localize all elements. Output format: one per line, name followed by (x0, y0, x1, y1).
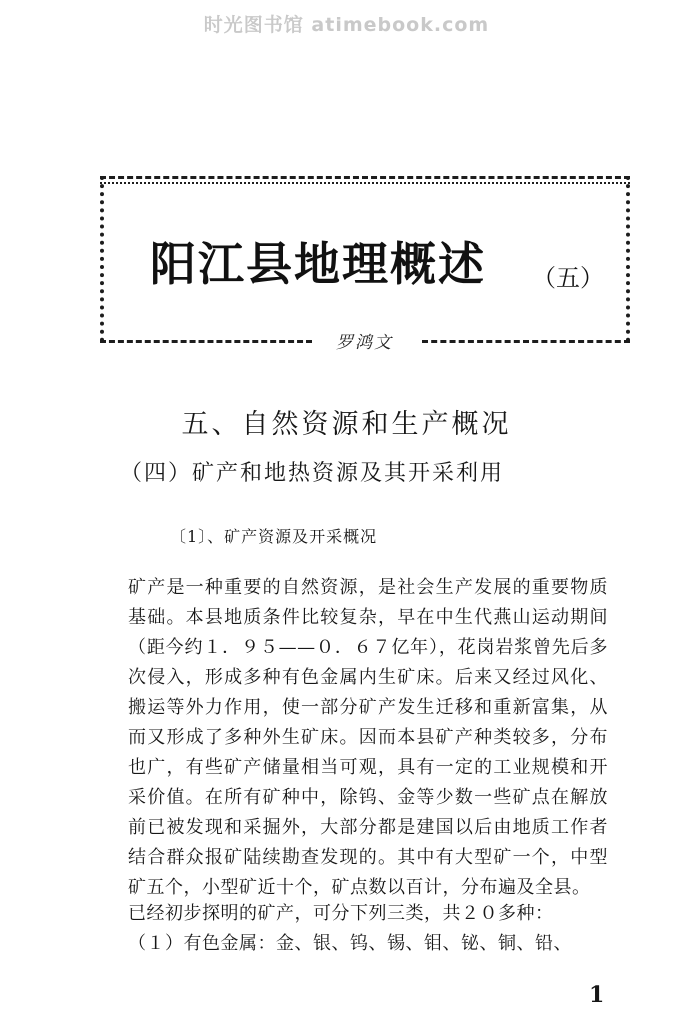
subsection-title: （四）矿产和地热资源及其开采利用 (120, 461, 505, 486)
frame-top-border (100, 176, 630, 179)
frame-top-inner-border (100, 182, 630, 184)
part-label: （五） (532, 264, 604, 292)
page-number: 1 (589, 982, 605, 1008)
subsubsection-title: 〔1〕、矿产资源及开采概况 (170, 527, 378, 546)
article-title: 阳江县地理概述 (150, 237, 486, 291)
body-paragraph: 矿产是一种重要的自然资源，是社会生产发展的重要物质基础。本县地质条件比较复杂，早在中生代燕山运动期间（距今约１．９５——０．６７亿年），花岗岩浆曾先后多次侵入，形成多种有色金属内生矿床。后来又经过风化、搬运等外力作用，使一部分矿产发生迁移和重新富集，从而又形成了多种外生矿床。因而本县矿产种类较多，分布也广，有些矿产储量相当可观，具有一定的工业规模和开采价值。在所有矿种中，除钨、金等少数一些矿点在解放前已被发现和采掘外，大部分都是建国以后由地质工作者结合群众报矿陆续勘查发现的。其中有大型矿一个，中型矿五个，小型矿近十个，矿点数以百计，分布遍及全县。 (128, 577, 608, 898)
body-paragraph: （１）有色金属：金、银、钨、锡、钼、铋、铜、铅、 (128, 933, 572, 954)
section-title: 五、自然资源和生产概况 (181, 409, 512, 440)
frame-bottom-border-right (422, 340, 630, 343)
frame-bottom-border-left (100, 340, 312, 343)
author-name: 罗鸿文 (332, 328, 397, 353)
frame-left-border (100, 176, 104, 342)
title-frame (100, 176, 630, 353)
watermark: 时光图书馆 atimebook.com (203, 14, 490, 36)
body-paragraph: 已经初步探明的矿产，可分下列三类，共２０多种： (128, 903, 554, 924)
frame-right-border (626, 176, 630, 342)
